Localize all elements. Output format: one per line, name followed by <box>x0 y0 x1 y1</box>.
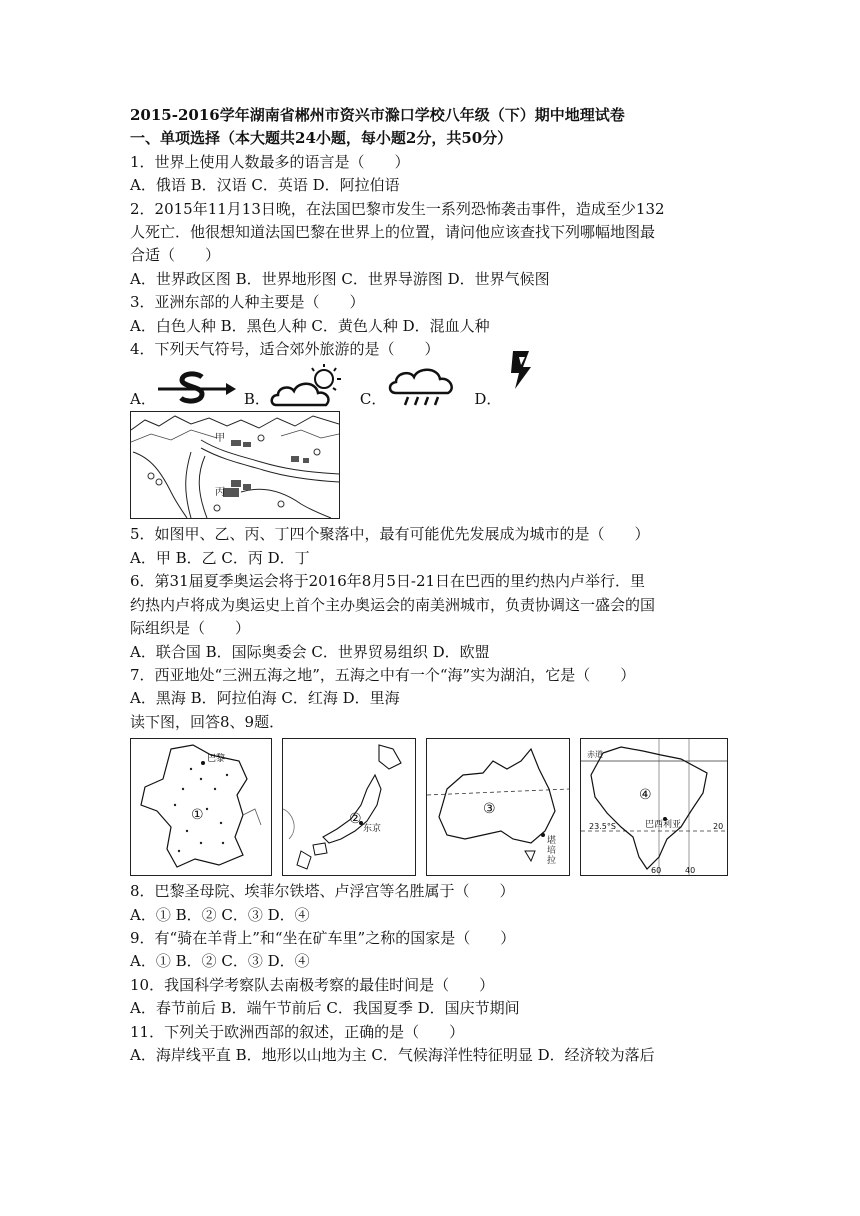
q9-options: A．① B．② C．③ D．④ <box>130 952 310 971</box>
map1-number: ① <box>191 807 204 824</box>
q11-stem: 11．下列关于欧洲西部的叙述，正确的是（ ） <box>130 1022 465 1041</box>
settlement-figure <box>130 411 340 519</box>
map3-city-label-2: 培 <box>547 846 557 857</box>
thunderstorm-icon <box>501 349 541 409</box>
rain-icon <box>386 363 468 409</box>
q4-option-c-label: C． <box>359 390 387 409</box>
q4-option-b <box>244 363 354 409</box>
map4-tick-20: 20 <box>713 822 724 832</box>
map4-tick-40: 40 <box>685 866 696 876</box>
q4-option-b-label: B． <box>243 390 270 409</box>
q8-stem: 8．巴黎圣母院、埃菲尔铁塔、卢浮宫等名胜属于（ ） <box>130 882 515 901</box>
settlement-label-bing: 丙 <box>215 487 225 499</box>
q7-stem: 7．西亚地处“三洲五海之地”，五海之中有一个“海”实为湖泊，它是（ ） <box>130 665 636 684</box>
read-figure-note: 读下图，回答8、9题． <box>130 712 285 731</box>
q2-stem-line3: 合适（ ） <box>130 246 221 265</box>
q3-stem: 3．亚洲东部的人种主要是（ ） <box>130 293 365 312</box>
q3-options: A．白色人种 B．黑色人种 C．黄色人种 D．混血人种 <box>130 316 490 335</box>
wind-sandstorm-icon <box>156 369 238 409</box>
settlement-label-jia: 甲 <box>215 433 225 445</box>
map4-equator-label: 赤道 <box>587 750 603 760</box>
q10-options: A．春节前后 B．端午节前后 C．我国夏季 D．国庆节期间 <box>130 999 520 1018</box>
settlement-landscape-illustration <box>131 412 339 518</box>
q4-option-a-label: A． <box>130 390 156 409</box>
brazil-map-illustration <box>581 739 727 875</box>
q8-options: A．① B．② C．③ D．④ <box>130 905 310 924</box>
country-maps <box>130 738 740 876</box>
france-map-illustration <box>131 739 271 875</box>
q4-option-a <box>130 369 238 409</box>
q7-options: A．黑海 B．阿拉伯海 C．红海 D．里海 <box>130 689 400 708</box>
q9-stem: 9．有“骑在羊背上”和“坐在矿车里”之称的国家是（ ） <box>130 928 516 947</box>
q5-options: A．甲 B．乙 C．丙 D．丁 <box>130 548 310 567</box>
q2-stem-line2: 人死亡．他很想知道法国巴黎在世界上的位置，请问他应该查找下列哪幅地图最 <box>130 223 656 242</box>
q4-option-d-label: D． <box>474 390 502 409</box>
q2-options: A．世界政区图 B．世界地形图 C．世界导游图 D．世界气候图 <box>130 269 550 288</box>
q4-option-d <box>474 349 541 409</box>
map3-city-label-3: 拉 <box>547 856 557 867</box>
section-heading: 一、单项选择（本大题共24小题，每小题2分，共50分） <box>130 129 513 148</box>
q10-stem: 10．我国科学考察队去南极考察的最佳时间是（ ） <box>130 975 495 994</box>
exam-page <box>130 104 740 1067</box>
map1-city-label: 巴黎 <box>207 754 226 765</box>
map3-number: ③ <box>483 801 496 818</box>
q11-options: A．海岸线平直 B．地形以山地为主 C．气候海洋性特征明显 D．经济较为落后 <box>130 1045 655 1064</box>
map-france <box>130 738 272 876</box>
partly-cloudy-icon <box>270 363 354 409</box>
q1-options: A．俄语 B．汉语 C．英语 D．阿拉伯语 <box>130 176 400 195</box>
map4-number: ④ <box>639 787 652 804</box>
q6-options: A．联合国 B．国际奥委会 C．世界贸易组织 D．欧盟 <box>130 642 490 661</box>
map4-tick-60: 60 <box>651 866 662 876</box>
map3-city-label-1: 堪 <box>547 836 557 847</box>
map4-city-label: 巴西利亚 <box>645 820 682 831</box>
q6-stem-line2: 约热内卢将成为奥运史上首个主办奥运会的南美洲城市，负责协调这一盛会的国 <box>130 595 656 614</box>
q6-stem-line1: 6．第31届夏季奥运会将于2016年8月5日-21日在巴西的里约热内卢举行．里 <box>130 572 646 591</box>
australia-map-illustration <box>427 739 569 875</box>
map-japan <box>282 738 416 876</box>
q1-stem: 1．世界上使用人数最多的语言是（ ） <box>130 152 410 171</box>
q6-stem-line3: 际组织是（ ） <box>130 619 251 638</box>
map-brazil <box>580 738 728 876</box>
exam-title: 2015-2016学年湖南省郴州市资兴市滁口学校八年级（下）期中地理试卷 <box>130 106 625 124</box>
map2-number: ② <box>349 811 362 828</box>
map4-lat-label: 23.5°S <box>589 822 616 832</box>
japan-map-illustration <box>283 739 415 875</box>
q4-stem: 4．下列天气符号，适合郊外旅游的是（ ） <box>130 340 440 359</box>
map2-city-label: 东京 <box>363 824 382 835</box>
q2-stem-line1: 2．2015年11月13日晚，在法国巴黎市发生一系列恐怖袭击事件，造成至少132 <box>130 199 665 218</box>
q4-option-c <box>360 363 468 409</box>
q5-stem: 5．如图甲、乙、丙、丁四个聚落中，最有可能优先发展成为城市的是（ ） <box>130 525 650 544</box>
map-australia <box>426 738 570 876</box>
q4-weather-options <box>130 361 740 409</box>
